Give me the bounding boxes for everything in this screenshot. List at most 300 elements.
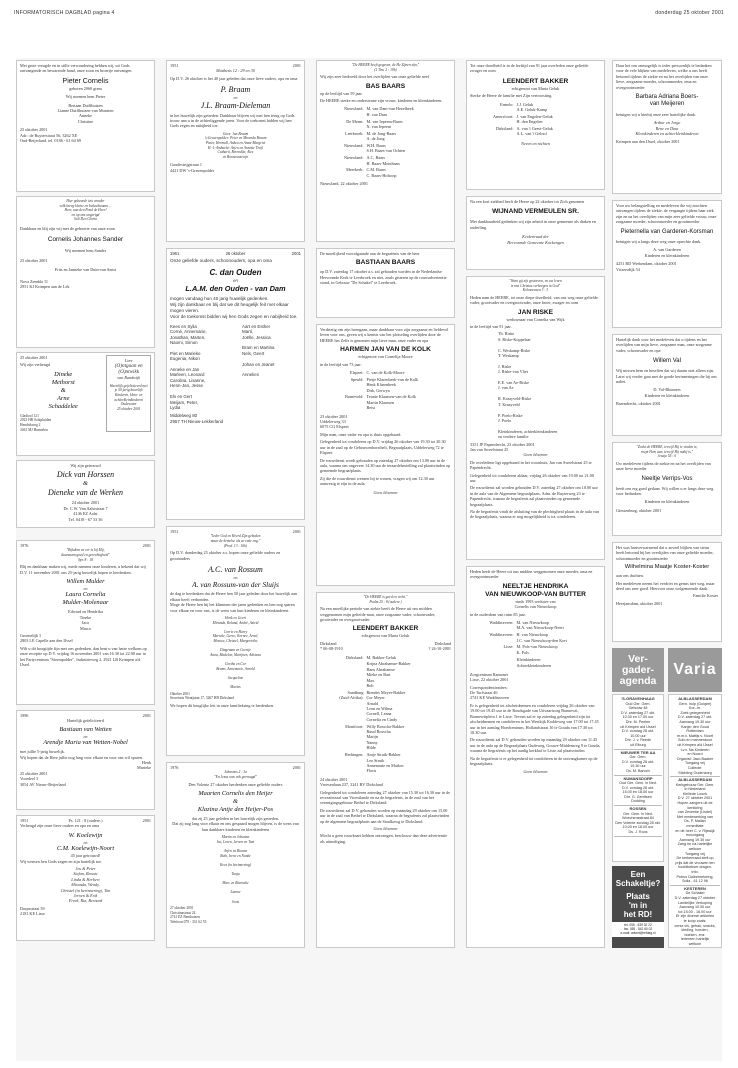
ad-sign: Geen bloemen bbox=[373, 825, 398, 831]
death-ad-leendert-bakker-family bbox=[466, 60, 605, 190]
ad-name: JAN RISKE bbox=[517, 308, 554, 316]
anniversary-ad-koelewijn bbox=[16, 815, 155, 941]
ad-text: De rouwdienst wordt gehouden op zaterdag 27 oktober om 13.00 uur in de aula, waarna om ongeveer 14.30 uur de teraardebestelling zal plaatsvinden op genoemde begraafplaats. bbox=[320, 457, 451, 474]
ad-text: heeft ons erg goed gedaan. Wij willen u er langs deze weg voor bedanken. bbox=[616, 485, 714, 496]
family-names: M. de Jong-Baars A. de Jong bbox=[366, 130, 397, 142]
ad-heading: Wij zijn verheugd bbox=[20, 362, 51, 368]
ad-text: Wij noemen hem Sander bbox=[64, 248, 107, 254]
ad-text: in de leeftijd van 73 jaar. bbox=[320, 361, 362, 367]
varia-banner bbox=[668, 648, 722, 692]
ad-text: Zij die de rouwdienst wensen bij te wonen, vragen wij om 12.30 uur aanwezig te zijn in de aula. bbox=[320, 475, 435, 487]
ad-text: echtgenoot van Maria Geluk bbox=[361, 633, 410, 639]
header-left: INFORMATORISCH DAGBLAD pagina 4 bbox=[14, 10, 115, 16]
ad-text: op de leeftijd van 59 jaar. bbox=[320, 90, 363, 96]
family-names: J. van Engelen-Geluk H. den Engelen bbox=[516, 113, 553, 125]
ad-name: C.M. Koelewijn-Noort bbox=[56, 845, 115, 853]
family-row bbox=[320, 661, 451, 688]
ad-text: Dankbaar en blij zijn wij met de geboorte van onze zoon bbox=[20, 225, 115, 231]
schakel-subtitle: Plaats 'm in het RD! bbox=[623, 892, 653, 919]
ad-text: 45 jaar getrouwd! bbox=[70, 853, 101, 859]
ad-text: en bbox=[233, 95, 238, 101]
anniversary-ad-braam bbox=[166, 60, 305, 242]
ad-parents: Bertaan Duiffhuizen Lianne Duiffhuizen-van Munsten Anneke Christine bbox=[57, 102, 114, 124]
family-place: Waddinxveen: bbox=[489, 620, 514, 626]
ad-name: BAS BAARS bbox=[365, 82, 406, 90]
ad-year: 2001 bbox=[292, 529, 301, 534]
ad-year: 2001 bbox=[291, 251, 301, 256]
ad-heading: Liev bbox=[124, 358, 133, 363]
ad-name: J.L. Braam-Dieleman bbox=[200, 100, 271, 110]
ad-text: Op D.V. 26 oktober is het 40 jaar geleden dat onze lieve ouders, opa en oma bbox=[170, 75, 298, 81]
family-names: C.M. Baars C. Baars-Holsoop bbox=[366, 167, 397, 178]
ad-text: betuigen wij u hierbij onze zeer hartelijke dank. bbox=[616, 111, 696, 117]
ad-family: Henk en Geert Miranda, Roland, André, Astrid Corrie en Harry Marieke, Gerco, Kornee, Arnel, Monica, Christel, Margeriethe Dingeman en Geertje Anna, Madelon, Marijnen, Adriana Gertha en Cor Brams, Annemarie, Arnold Jacqueline Marius bbox=[210, 616, 261, 689]
ad-text: weduwnaar van Cornelia van Wijk bbox=[506, 316, 565, 322]
ad-name: van Randwijk bbox=[117, 375, 141, 381]
ad-text: geboren 2060 gram bbox=[69, 85, 102, 91]
ad-name: Pieternella van Garderen-Korsman bbox=[620, 228, 714, 235]
ad-name: WIJNAND VERMEULEN SR. bbox=[492, 208, 579, 216]
ad-heading: Wij zijn getrouwd bbox=[70, 463, 101, 468]
ad-text: Den Volente 27 oktober herdenken onze geliefde ouders bbox=[188, 781, 283, 787]
family-place: Elspeet: bbox=[350, 370, 364, 376]
ad-text: Mijn man, onze vader en opa is thuis opgebaard. bbox=[320, 431, 402, 437]
wedding-ad-dick-dieneke bbox=[16, 460, 155, 528]
family-names: H. van Nieuwkoop J.C. van Nieuwkoop-den Kort bbox=[516, 632, 567, 643]
ad-text: op D.V. zaterdag 17 oktober a.s. zal gehouden worden in de Nederlandse Hervormde Kerk te Leerbroek en niet, zoals gisteren op de rouwadvertentie stond, in Gebouw "De Schakel" te Leerbroek. bbox=[320, 269, 447, 286]
ad-name: Bastiaan van Wetten bbox=[59, 725, 112, 733]
agenda-banner-text: Ver- gader- agenda bbox=[619, 652, 657, 687]
ad-text: De rouwdienst zal D.V. gehouden worden op maandag 29 oktober om 11.45 uur in de aula op de Begraafplaats Oudeweg, Gouwe-Middenweg 9 te Gouda, waarna de begrafenis op het aanlig kerkhof te Lisse zal plaatsvinden. bbox=[470, 737, 601, 754]
ad-text: Hartelijk dank voor het medeleven dat u tijdens en het overlijden van mijn lieve, zorgzame man, onze zorgzame vader, schoonvader en opa bbox=[616, 337, 712, 353]
ad-text: Wij wensen hen Gods zegen en zijn hartelijk toe. bbox=[20, 858, 103, 864]
varia-banner-text: Varia bbox=[673, 661, 717, 678]
family-row bbox=[320, 690, 451, 722]
thanks-ad-koster bbox=[612, 542, 722, 642]
ad-name: & bbox=[60, 386, 66, 394]
ad-text: Hartelijk gefeliciteerd met je 50 jarig huwelijk Kinderen, klein- en achterkleinkinderen Oudewater 25 oktober 2001 bbox=[109, 383, 148, 411]
listing-item bbox=[670, 777, 720, 886]
ad-verse: "Zoekt de HEERE, terwijl Hij te vinden is; roept Hem aan, terwijl Hij nabij is." Jesaja 55 : 6 bbox=[636, 445, 698, 459]
ad-verse: Hier gebeurde iets wonder volk kreeg kleine en bedachtzaam ... Heer, aan den Pond de Heer! en op ons ongerigd Soli Deo Gloria bbox=[59, 199, 112, 222]
ad-sign: Neven en nichten bbox=[521, 140, 550, 146]
ad-name: P. Braam bbox=[220, 85, 251, 95]
ad-year: 2001 bbox=[142, 543, 151, 548]
listing-heading: NIEUWER TER AA bbox=[620, 749, 656, 755]
ad-text: en bbox=[83, 733, 88, 739]
family-names: M. van Iepeem-Baars N. van Iepeem bbox=[366, 118, 403, 130]
ad-family: Martin en Johanna Ine, Loren, Jeroen en Tom Arjen en Rianne Ruth, Irene en Nanke Kees (in herinnering) Tanja Marc en Rianneke Lianne Joost bbox=[216, 835, 255, 904]
notice-ad-bastiaan-baars bbox=[316, 248, 455, 318]
family-names: M. Bakker-Geluk bbox=[366, 654, 396, 660]
ad-text: Uw medeleven tijdens de ziekte en na het overlijden van onze lieve moeder bbox=[616, 460, 711, 472]
ad-address: Dorpsstraat 39 2181 KE Lisse bbox=[20, 905, 45, 917]
ad-name: Cornelis Johannes Sander bbox=[47, 236, 124, 244]
listing-heading: 'S-GRAVENHAAG bbox=[621, 696, 655, 701]
ad-text: Gelegenheid tot condoleren aldaar, vrijdag 26 oktober van 19.00 tot 21.00 uur. bbox=[470, 472, 594, 483]
ad-text: Er is gelegenheid tot afscheidnemen en condoleren vrijdag 26 oktober van 19.00 tot 19.45 uur in de Roudsgade van Uitvaartzorg Bonnewit, Bonnewitplein 1 te Lisse. Tevens zal er op zaterdag gelegenheid zijn tot afscheidnemen en condoleren in het Westkijk Koddeweg van 17.00 tot 17.45 uur in het aanslag Hoedcentrum, Hollandstraat 10 te Gouda van 17.30 tot 18.30 uur. bbox=[470, 702, 599, 735]
varia-items bbox=[670, 696, 720, 948]
ad-sign: Kerkenraad der Hervormde Gemeente Kockengen bbox=[507, 234, 564, 245]
ad-text: Na een moeilijke periode van ziekte heeft de Heere uit ons midden weggenomen mijn geliefde man, onze zorgzame vader, schoonvader, grootvader en overgrootvader bbox=[320, 606, 436, 622]
family-place: Sandburg (Zuid-Afrika): bbox=[339, 689, 364, 701]
ad-sign: Geen bloemen bbox=[523, 769, 548, 775]
schakel-title: Een Schakeltje? bbox=[615, 870, 661, 888]
listing-text: Ger. Gem. D.V. zondag 28 okt. 19.30 uur Ds. M. Baroch bbox=[621, 755, 655, 773]
ad-year: 1976 bbox=[170, 765, 179, 770]
ad-date: 25 oktober 2001 bbox=[20, 770, 48, 776]
family-place: Barneveld: bbox=[345, 394, 364, 400]
ad-text: Sterke de Heere de familie met Zijn vertroosting. bbox=[470, 93, 553, 99]
ad-sign: Geen bloemen bbox=[523, 452, 548, 458]
family-names: J.J. Geluk A.E. Geluk-Kamp bbox=[516, 101, 548, 113]
ad-text: en bbox=[233, 575, 238, 580]
family-place: Ermelo: bbox=[500, 101, 514, 107]
family-place: Dirksland: bbox=[345, 654, 364, 660]
ad-year: 2001 bbox=[142, 818, 151, 823]
ad-text: We hopen dit heuglijke feit in onze familiekring te herdenken. bbox=[170, 702, 275, 708]
family-row bbox=[320, 377, 451, 393]
ad-year: 1996 bbox=[20, 713, 29, 718]
death-ad-jan-riske bbox=[466, 276, 605, 560]
wedding-ad-dineke-arne bbox=[16, 352, 155, 456]
ad-text: in de ouderdom van ruim 85 jaar. bbox=[470, 611, 526, 617]
ad-name: Dieneke van de Werken bbox=[48, 488, 123, 498]
ad-name: W. Koelewijn bbox=[68, 831, 103, 839]
ad-address: Adr.: de Ruyterstraat 56, 3262 XE Oud-Beijerland, tel. 0186 - 61 64 69 bbox=[20, 132, 81, 144]
ad-date: † 24-10-2001 bbox=[428, 646, 451, 652]
ad-date: Oktober 2001 Secretaris Wentjiaan 17, 3267 HB Dirksland bbox=[170, 691, 234, 701]
ad-date: Zorgcentrum Ramonet Lisse, 22 oktober 2001 bbox=[470, 671, 509, 683]
family-place: Montfoort: bbox=[345, 723, 364, 729]
family-names: A.C. Baars H. Baars-Monthaan bbox=[366, 155, 400, 166]
family-row bbox=[320, 370, 451, 375]
ad-text: Voor uw belangstelling en medeleven die wij mochten ontvangen tijdens de ziekte, de vergangte tijdens haar ziek zijn en na het overlijden van mijn zeer geliefde vrouw, onze zorgzame moeder, schoonmoeder en grootmoeder bbox=[616, 203, 717, 225]
family-names: M. Pols-van Nieuwkoop K. Pols bbox=[516, 644, 558, 655]
page-header bbox=[14, 6, 724, 20]
family-row bbox=[470, 102, 601, 113]
family-row bbox=[470, 644, 601, 655]
schakel-contact: tel. 055 - 539 32 22 fax. 055 - 542 60 02 e-mail: advert@refdag.nl bbox=[612, 922, 664, 937]
ad-text: en bbox=[83, 586, 88, 591]
ad-verse: "Rijkdom en eer is bij Mij, duurzaam goed en gerechtigheid" Spr. 8 : 18 bbox=[61, 548, 110, 562]
ad-text: De rouwdienst zal D.V. gehouden worden op maandag 29 oktober om 13.00 uur in de zaal van Bethel te Dirksland, waarna de begrafenis zal plaatsvinden op de algemene begraafplaats aan de Staalkowg te Dirksland. bbox=[320, 807, 450, 824]
ad-date: Krimpen aan den IJssel, oktober 2001 bbox=[616, 139, 680, 145]
thanks-ad-verrips bbox=[612, 442, 722, 536]
ad-year: 2001 bbox=[292, 63, 301, 68]
ad-family: Arthur en Jorge Rene en Dina Kleinkinderen en achterkleinkinderen bbox=[635, 120, 699, 137]
family-names: M. van Nieuwkoop M.A. van Nieuwkoop-Neert bbox=[516, 620, 564, 631]
birth-ad-sander bbox=[16, 196, 155, 348]
ad-name: NEELTJE HENDRIKA VAN NIEUWKOOP-VAN BUTTER bbox=[485, 582, 586, 598]
ad-text: Heden nam de HEERE, tot onze diepe droefheid, van ons weg onze geliefde vader, grootvader en overgrootvader, onze broer, zwager en oom bbox=[470, 294, 598, 306]
ad-text: Heden heeft de Heere uit ons midden weggenomen onze moeder, oma en overgrootmoeder bbox=[470, 569, 593, 580]
ad-text: mogen vandaag hun 40 jarig huwelijk gedenken. Wij zijn dankbaar en blij dat we dit heugelijk feit met elkaar mogen vieren. Voor de toekomst bidden wij hen Gods zegen en nabijheid toe. bbox=[170, 295, 298, 319]
ad-name: Schaddelee bbox=[48, 402, 78, 410]
ad-family: Goes: Jan Braam 's-Gravenpolder: Peter en Miranda Braam Pieter, Hermall, Ankea en Anna-Margriet H.-I.-Ambacht: Arjen en Annette Tivijl Catharit, Berendite, Alex en Bonnewaterijn bbox=[204, 131, 267, 159]
ad-address: 3351 JP Papendrecht, 23 oktober 2001 Jan van Sweelstraat 25 bbox=[470, 441, 535, 452]
ad-family: Kinderen en kleinkinderen bbox=[644, 499, 690, 505]
anniversary-ad-van-wetten bbox=[16, 710, 155, 810]
family-names: Krijna Abrahamse-Bakker Hans Abrahamse Mieke en Bart Max Rob bbox=[366, 661, 411, 689]
ad-text: De HEERE sterke en ondersteune zijn vrouw, kinderen en kleinkinderen. bbox=[320, 98, 443, 103]
ad-date: Nieuwland, 22 oktober 2001 bbox=[320, 181, 368, 187]
family-row bbox=[470, 663, 601, 668]
family-place: Meerkerk: bbox=[346, 167, 364, 173]
ad-family-rows bbox=[470, 620, 601, 669]
ad-family-rows bbox=[470, 102, 601, 137]
ad-year: 1951 bbox=[170, 63, 179, 68]
ad-text: de dag te herdenken dat de Heere hen 50 jaar geleden door het huwelijk aan elkaar heeft verbonden. Moge de Heere hen bij het klimmen der jaren gedenken en hen nog sparen voor elkaar en voor ons, is de wens van hun kinderen en kleinkinderen. bbox=[170, 591, 297, 613]
ad-text: in de leeftijd van 91 jaar. bbox=[470, 324, 512, 329]
ad-text: Tot onze droefheid is in de leeftijd van 91 jaar overleden onze geliefde zwager en oom bbox=[470, 63, 589, 74]
death-ad-wijnand-vermeulen bbox=[466, 196, 605, 270]
listing-item bbox=[614, 806, 662, 837]
ad-date: 26 oktober bbox=[225, 251, 246, 256]
ad-verse: "De HEERE is goed en recht." Psalm 25 : 8 (oudere.) bbox=[363, 595, 408, 604]
family-row bbox=[470, 126, 601, 137]
ad-family: A. van Garderen Kinderen en kleinkinderen bbox=[644, 247, 690, 258]
ad-name: Wilhelmina Maatje Koster-Koster bbox=[624, 564, 710, 571]
ad-name: Neeltje Verrips-Vos bbox=[641, 475, 693, 482]
ad-name: C. dan Ouden bbox=[209, 268, 262, 278]
agenda-banner bbox=[612, 648, 664, 692]
ad-name: Maarten Cornelis den Heijer bbox=[198, 790, 273, 797]
anniversary-ad-mulder bbox=[16, 540, 155, 705]
ad-text: Wij noemen hem Pieter bbox=[65, 94, 106, 100]
family-place bbox=[320, 661, 367, 688]
family-row bbox=[320, 394, 451, 410]
ad-name: Willem Mulder bbox=[66, 578, 105, 585]
ad-verse: Johannes 2 : 3a "En Jezus was ook gevraagd" bbox=[214, 770, 257, 779]
ad-address: Groenelijk 1 2803 LE Capelle aan den IJssel bbox=[20, 633, 73, 644]
ad-address: 4251 BD Werkendam, oktober 2001 Vissersdijk 54 bbox=[616, 261, 677, 272]
ad-name: & bbox=[233, 798, 238, 805]
family-row bbox=[320, 131, 451, 142]
family-place: Herbingen: bbox=[344, 752, 364, 758]
listing-text: De Schakel D.V. zaterdag 27 oktober Landelijke Verkoping Aanvang 10.00 uur tot 15.00 - 16.00 uur Er zijn diverse artikelen te koop zoals: verse vis, gebak, snacks, kleding, hoeden, boeken, enz. Iedereen hartelijk welkom bbox=[674, 891, 716, 946]
ad-text: betuigen wij u langs deze weg onze oprechte dank. bbox=[616, 239, 702, 245]
ad-date: Barendrecht, oktober 2001 bbox=[616, 401, 661, 407]
ad-name: LEENDERT BAKKER bbox=[502, 77, 569, 85]
ad-name: Klazina Antje den Heijer-Pos bbox=[197, 806, 274, 813]
family-place: Lisse: bbox=[503, 644, 514, 650]
ad-place: Dirksland bbox=[434, 640, 451, 646]
agenda-items bbox=[614, 696, 662, 837]
family-place: Nieuwland: bbox=[343, 155, 364, 161]
ad-text: De overledene ligt opgebaard in het woonhuis, Jan van Sweelstraat 25 te Papendrecht. bbox=[470, 459, 592, 471]
ad-text: Verdrietig om zijn heengaan, maar dankbaar voor zijn zorgzame en liefdevol leven voor ons, geven wij u kennis van het plotseling overlijden door de HEERE het Zelfs is genomen mijn lieve man, onze vader en opa bbox=[320, 327, 449, 343]
family-row bbox=[470, 114, 601, 125]
listing-item bbox=[670, 886, 720, 948]
ad-date: 24 oktober 2001 bbox=[71, 500, 100, 506]
inset-ad bbox=[106, 355, 151, 432]
ad-name: BASTIAAN BAARS bbox=[355, 259, 416, 267]
ad-date: 25 oktober 2001 bbox=[20, 127, 48, 133]
family-names: Teunie Klaassen-van de Kolk Martin Klaassen Betsi bbox=[366, 394, 416, 411]
listing-item bbox=[670, 696, 720, 777]
ad-text: echtgenoot van Maria Geluk bbox=[511, 85, 560, 91]
ad-name: A.C. van Rossum bbox=[208, 565, 263, 574]
ad-address: Gladiool 121 2923 HB Schipluiden Hendrikweg 2 3461 MJ Harmelen bbox=[20, 413, 52, 432]
ad-text: Daar het ons onmogelijk is ieder persoonlijk te bedanken voor de vele blijken van medeleven, welke u ons heeft betoond tijdens de ziekte en na het overlijden van onze lieve, zorgzame moeder, schoonmoeder, oma en overgrootmoeder bbox=[616, 63, 712, 90]
ad-address: Correspondentieadres: De Turfstraat 46 2741 KE Waddinxveen bbox=[470, 684, 509, 701]
listing-heading: KESTEREN bbox=[684, 885, 706, 891]
ad-text: Na een kort ziekbed heeft de Heere op 22 oktober tot Zich genomen bbox=[470, 199, 584, 204]
ad-address: Goudestrijgstraat 1 4421 DW 's-Gravenpolder bbox=[170, 162, 215, 173]
agenda-list bbox=[612, 694, 664, 862]
death-ad-harmen-jan-van-de-kolk bbox=[316, 324, 455, 586]
family-names: Pietje Klarenbeek-van de Kolk Henk Klarenbeek Dirk, Gerwyn bbox=[366, 376, 419, 393]
ad-date: 24 oktober 2001 Vroesenlaan 237, 3241 BV Dirksland bbox=[320, 776, 383, 788]
family-names: W.H. Baars S.H. Baars-van Ochten bbox=[366, 143, 406, 154]
family-names: M. van Dam-van Hezelbeek H. van Dam bbox=[366, 106, 414, 117]
ad-verse: Ps. 121 : 8 (oudere.) bbox=[68, 818, 103, 823]
listing-text: Oud Ger. Gem. in Ned. D.V. zondag 28 okt. 15.00 en 18.00 uur Dhr. G. Gerritsen Dodding bbox=[619, 781, 657, 804]
family-row bbox=[470, 657, 601, 662]
ad-address: 27 oktober 2001 Christinastraat 24 2741 EZ Benthuizen Telefoon 079 - 331 62 55 bbox=[170, 906, 207, 924]
ad-sign: Familie Koster bbox=[692, 593, 718, 599]
ad-year: 1976 bbox=[20, 543, 29, 548]
ad-text: met jullie 5-jarig huwelijk. Wij hopen dat de Here jullie nog lang voor elkaar en voor ons wil sparen. bbox=[20, 749, 143, 760]
family-place: Waddinxveen: bbox=[489, 632, 514, 638]
schakeltje-ad bbox=[612, 866, 664, 948]
thanks-ad-willem-val bbox=[612, 334, 722, 436]
ad-name: Mulder-Molenaar bbox=[62, 599, 109, 607]
ad-text: Met grote vreugde en in stille verwondering hebben wij, uit Gods ontvangende en bewarende hand, onze zoon en broertje ontvangen bbox=[20, 63, 132, 74]
ad-text: Op D.V. donderdag 25 oktober a.s. hopen onze geliefde ouders en grootouders bbox=[170, 550, 281, 561]
family-names: Kleinkinderen bbox=[516, 656, 541, 662]
ad-address: Dr. C.W. Van Aalststraat 7 4146 EZ Aalst Tel. 0418 - 67 33 36 bbox=[63, 505, 108, 522]
listing-text: Gern. hulp (Goiqee) Kor.-m. Zoek gelegenheid D.V. zaterdag 27 okt. Aanvang 19.30 uur Kanjer den Goud Rotterdam m.m.v. Mattijs v. Noort Solo en mannenkoor uit Krimpen a/d IJssel t.v.v. Na Kinderen en Noord Organist: Jaco Baaker Toegang vrij Collecte: Stichting Oudenzorg bbox=[676, 701, 714, 775]
family-names: A. van 't Geest-Geluk A.L. van 't Geloof bbox=[516, 126, 553, 137]
ad-text: Het medeleven neemt het verdriet en gemis niet weg, maar deed ons zeer goed. Hiervoor onze welgemeende dank. bbox=[616, 580, 715, 592]
ad-name: Laura Cornelia bbox=[65, 591, 106, 599]
ad-text: De moeilijkeid voorafgaande aan de begrafenis van de heer bbox=[320, 251, 420, 256]
ad-parents: Frits en Janneke van Duin-van Senst bbox=[54, 267, 117, 273]
ad-text: Het was hartverwarmend dat u zoveel blijken van steun heeft betoond bij het overlijden van onze geliefde moeder, schoonmoeder en grootmoeder bbox=[616, 545, 714, 561]
family-place bbox=[470, 663, 517, 668]
anniversary-ad-den-heijer bbox=[166, 762, 305, 948]
listing-text: Oud Ger. Gem. Gebouw 48 D.V. zaterdag 27 okt. 10.30 en 17.00 uur Dhr. M. Peelen uit Krimpen a/d IJssel D.V. zondag 28 okt. 10.00 uur Dhr. J. v. Reede uit Elburg bbox=[620, 701, 656, 747]
family-row bbox=[320, 655, 451, 660]
ad-text: Blij en dankbaar maken wij, mede namens onze kinderen, u bekend dat wij D.V. 11 november 2001 ons 25-jarig huwelijk hopen te herdenken. bbox=[20, 564, 146, 575]
ad-text: Wij missen hem en beseffen dat wij daarin niet alleen zijn. Latet wij verder gaat met de goede herinneringen die hij ons naliet. bbox=[616, 368, 717, 385]
ad-year: 2001 bbox=[292, 765, 301, 770]
anniversary-ad-den-ouden bbox=[166, 248, 305, 520]
ad-family: Kees en Sylia Corné, Annemarie, Jonathan, Marten, Naomi, Simon Piet en Marieke Eugenia, Nikon Anneke en Jan Marleen, Leonard Carolina, Lisanne, Henn-Jan, Jesse Els en Gert Meijam, Peter, Lydia bbox=[170, 323, 207, 410]
family-row bbox=[320, 752, 451, 774]
family-row bbox=[320, 106, 451, 117]
family-place: Dirksland: bbox=[495, 126, 514, 132]
ad-text: in het huwelijk zijn getreden. Dankbaar blijven wij met hen terug op Gods trouw aan u in de achterliggende jaren. Voor de toekomst bidden wij hen Gods zegen en nabijheid toe. bbox=[170, 112, 295, 129]
ad-year: 2001 bbox=[142, 713, 151, 718]
death-ad-neeltje-hendrika bbox=[466, 566, 605, 948]
ad-year: 1951 bbox=[20, 818, 29, 823]
family-row bbox=[320, 119, 451, 130]
ad-name: Dineke bbox=[54, 370, 73, 378]
ad-address: Nova Zembla 11 2951 KJ Krimpen aan de Lek bbox=[20, 278, 70, 289]
ad-date: 25 oktober 2001 bbox=[20, 257, 48, 263]
family-place: Nieuwland: bbox=[343, 143, 364, 149]
family-row bbox=[320, 167, 451, 178]
ad-text: Wij zijn zeer bedroefd door het overlijden van onze geliefde neef bbox=[320, 74, 430, 80]
thanks-ad-van-garderen bbox=[612, 200, 722, 328]
family-names: Antje Struik-Bakker Leo Struik Annemarie en Marlon Floris bbox=[366, 752, 404, 774]
ad-name: Barbara Adriana Boers- van Meijeren bbox=[635, 94, 699, 108]
ad-verse: "Want gij zijt gestorven, en uw leven is met Christus verborgen in God" Kolossensen 3 : 3 bbox=[509, 279, 562, 293]
ad-text: Mocht u geen rouwkaart hebben ontvangen, beschouw dan deze advertentie als uitnodiging. bbox=[320, 833, 447, 844]
thanks-ad-boers bbox=[612, 60, 722, 194]
ad-text: en bbox=[233, 278, 238, 284]
varia-list bbox=[668, 694, 722, 948]
ad-family-rows bbox=[320, 655, 451, 774]
ad-text: Gelegenheid tot condoleren op D.V. vrijdag 26 oktober van 19.30 tot 20.30 uur in de zaal op de Gebouwenhorstbelt, Begraafplaats, Uddelerweg 72 te Elspeet. bbox=[320, 439, 446, 456]
ad-date: 23 oktober 2001 Uddelerweg 33 6075 CG Elspeet bbox=[320, 413, 349, 430]
listing-text: Kerkgebouw Ger. Gem. in Nederland Kiellede Loonk D.V. 27 oktober 2001 Hopen zangers uit de kerkkring van Zevenke (Lisdel) Met medewerking van Ds. P. Mallan mmeditate en de heer C. v. Rijswijk mvoorgang Aanvang 19.30 uur Zang en na-hartelijke welkom Toegang vrij De kerkenraad stelt op prijs dat de vrouwen ten hoofdbekser dragen. Info: Petrus Dalbernetoring, Solla - 61 12 96 bbox=[675, 782, 715, 884]
ad-address: Middelweg 80 2957 TH Nieuw-Lekkerland bbox=[170, 413, 224, 424]
ad-name: Dick van Horssen bbox=[56, 470, 115, 480]
listing-heading: ALBLASSERDAM bbox=[678, 696, 712, 701]
listing-item bbox=[614, 696, 662, 750]
family-place: Nieuwland: bbox=[343, 106, 364, 112]
ad-text: Na de begrafenis vindt de afsluiting van de plechtigheid plaats in de aula van de begraafplaats, waarna er nog mogelijkheid is tot condoleren. bbox=[470, 509, 599, 520]
death-ad-bas-baars bbox=[316, 60, 455, 242]
ad-text: Met dankbaarheid gedenken wij zijn arbeid in onze gemeente als diaken en ouderling. bbox=[470, 219, 596, 230]
listing-heading: NUMANSDORP bbox=[623, 775, 653, 781]
ad-family: Jos & Peter Stefan, Renate Linda & Herbert Miranda, Wendy, Christel (in herinnering), Tim Jeroen & Erik Freek, Ria, Bernard bbox=[60, 866, 111, 904]
family-row bbox=[320, 724, 451, 751]
family-place: De Merm: bbox=[346, 118, 364, 124]
family-names: Willy Bosscha-Bakker Ruud Bosscha Marijn Nanny Hilde bbox=[366, 723, 405, 751]
ad-heading: Hartelijk gefeliciteerd bbox=[67, 718, 104, 724]
family-place: Speuld: bbox=[350, 376, 364, 382]
ad-verse: Mattheüs 12 : 29 en 30 bbox=[216, 68, 255, 74]
ad-family-rows bbox=[320, 106, 451, 178]
ad-place: Dirksland bbox=[320, 640, 337, 646]
listing-item bbox=[614, 776, 662, 807]
ad-date: 25 oktober 2001 bbox=[20, 355, 48, 360]
ad-text: dat zij 25 jaar geleden in het huwelijk zijn getreden. Dat zij nog lang voor elkaar en ons gespaard mogen blijven, is de wens van hun dankbare kinderen en kleinkinderen bbox=[172, 816, 299, 832]
ad-text: Verheugd zijn onze lieve ouders en opa en oma bbox=[20, 823, 100, 829]
ad-name: & bbox=[83, 480, 88, 488]
ad-name: Pieter Cornelis bbox=[62, 77, 109, 85]
listing-heading: ALBLASSERDAM bbox=[678, 777, 712, 783]
family-names: C. van de Kolk-Moore bbox=[366, 370, 405, 376]
family-names: Achterkleinkinderen bbox=[516, 663, 551, 669]
birth-ad-pieter bbox=[16, 60, 155, 192]
ad-verse: "De HEERE heeft gegeven, de He Zijnen zijn," (1 Tim. 2 : 19b) bbox=[351, 63, 420, 72]
ad-text: De rouwdienst zal worden gehouden D.V. zaterdag 27 oktober om 10.00 uur in de aula van de Algemene begraafplaats, Adm. de Ruyterweg 23 te Papendrecht, waarna de begrafenis zal plaatsvinden op genoemde begraafplaats. bbox=[470, 485, 598, 507]
ad-name: LEENDERT BAKKER bbox=[352, 625, 419, 633]
ad-text: Onze geliefde ouders, schoonouders, opa en oma bbox=[170, 258, 272, 264]
listing-text: Ger. Gem. in Ned. Woechensstraat 84 Den Volente zondag 28 okt. 10.00 en 18.00 uur Ds. J. Roos bbox=[615, 811, 661, 835]
family-place bbox=[470, 657, 517, 662]
ad-text: Wilt u dit hoogtijde fijn met ons gedenken, dan bent u van harte welkom op onze receptie op D.V. vrijdag 16 november 2001 van 16.30 tot 22.00 uur in het Partycentrum "Stormpolder", Industrieweg 2, 2921 LB Krimpen a/d IJssel. bbox=[20, 645, 147, 668]
ad-verse: "Ieder God en Heerd Zijn geboden maar de hemelse als zo rade eng." (Prod. 13 : 16b) bbox=[210, 534, 261, 548]
ad-name: Arne bbox=[57, 394, 70, 402]
ad-family: D. Val-Bluimers Kinderen en kleinkinderen bbox=[644, 387, 690, 398]
ad-name: L.A.M. den Ouden - van Dam bbox=[185, 283, 286, 293]
header-right: donderdag 25 oktober 2001 bbox=[655, 10, 724, 16]
ad-text: echtgenoot van Cornelija Moore bbox=[358, 354, 413, 360]
ad-name: Arendje Maria van Wetten-Nobel bbox=[43, 739, 128, 747]
ad-name: HARMEN JAN VAN DE KOLK bbox=[340, 346, 431, 354]
ad-name: Methorst bbox=[51, 378, 75, 386]
ad-text: en bbox=[83, 839, 88, 845]
ad-date: * 06-08-1910 bbox=[320, 646, 343, 652]
family-row bbox=[470, 620, 601, 631]
